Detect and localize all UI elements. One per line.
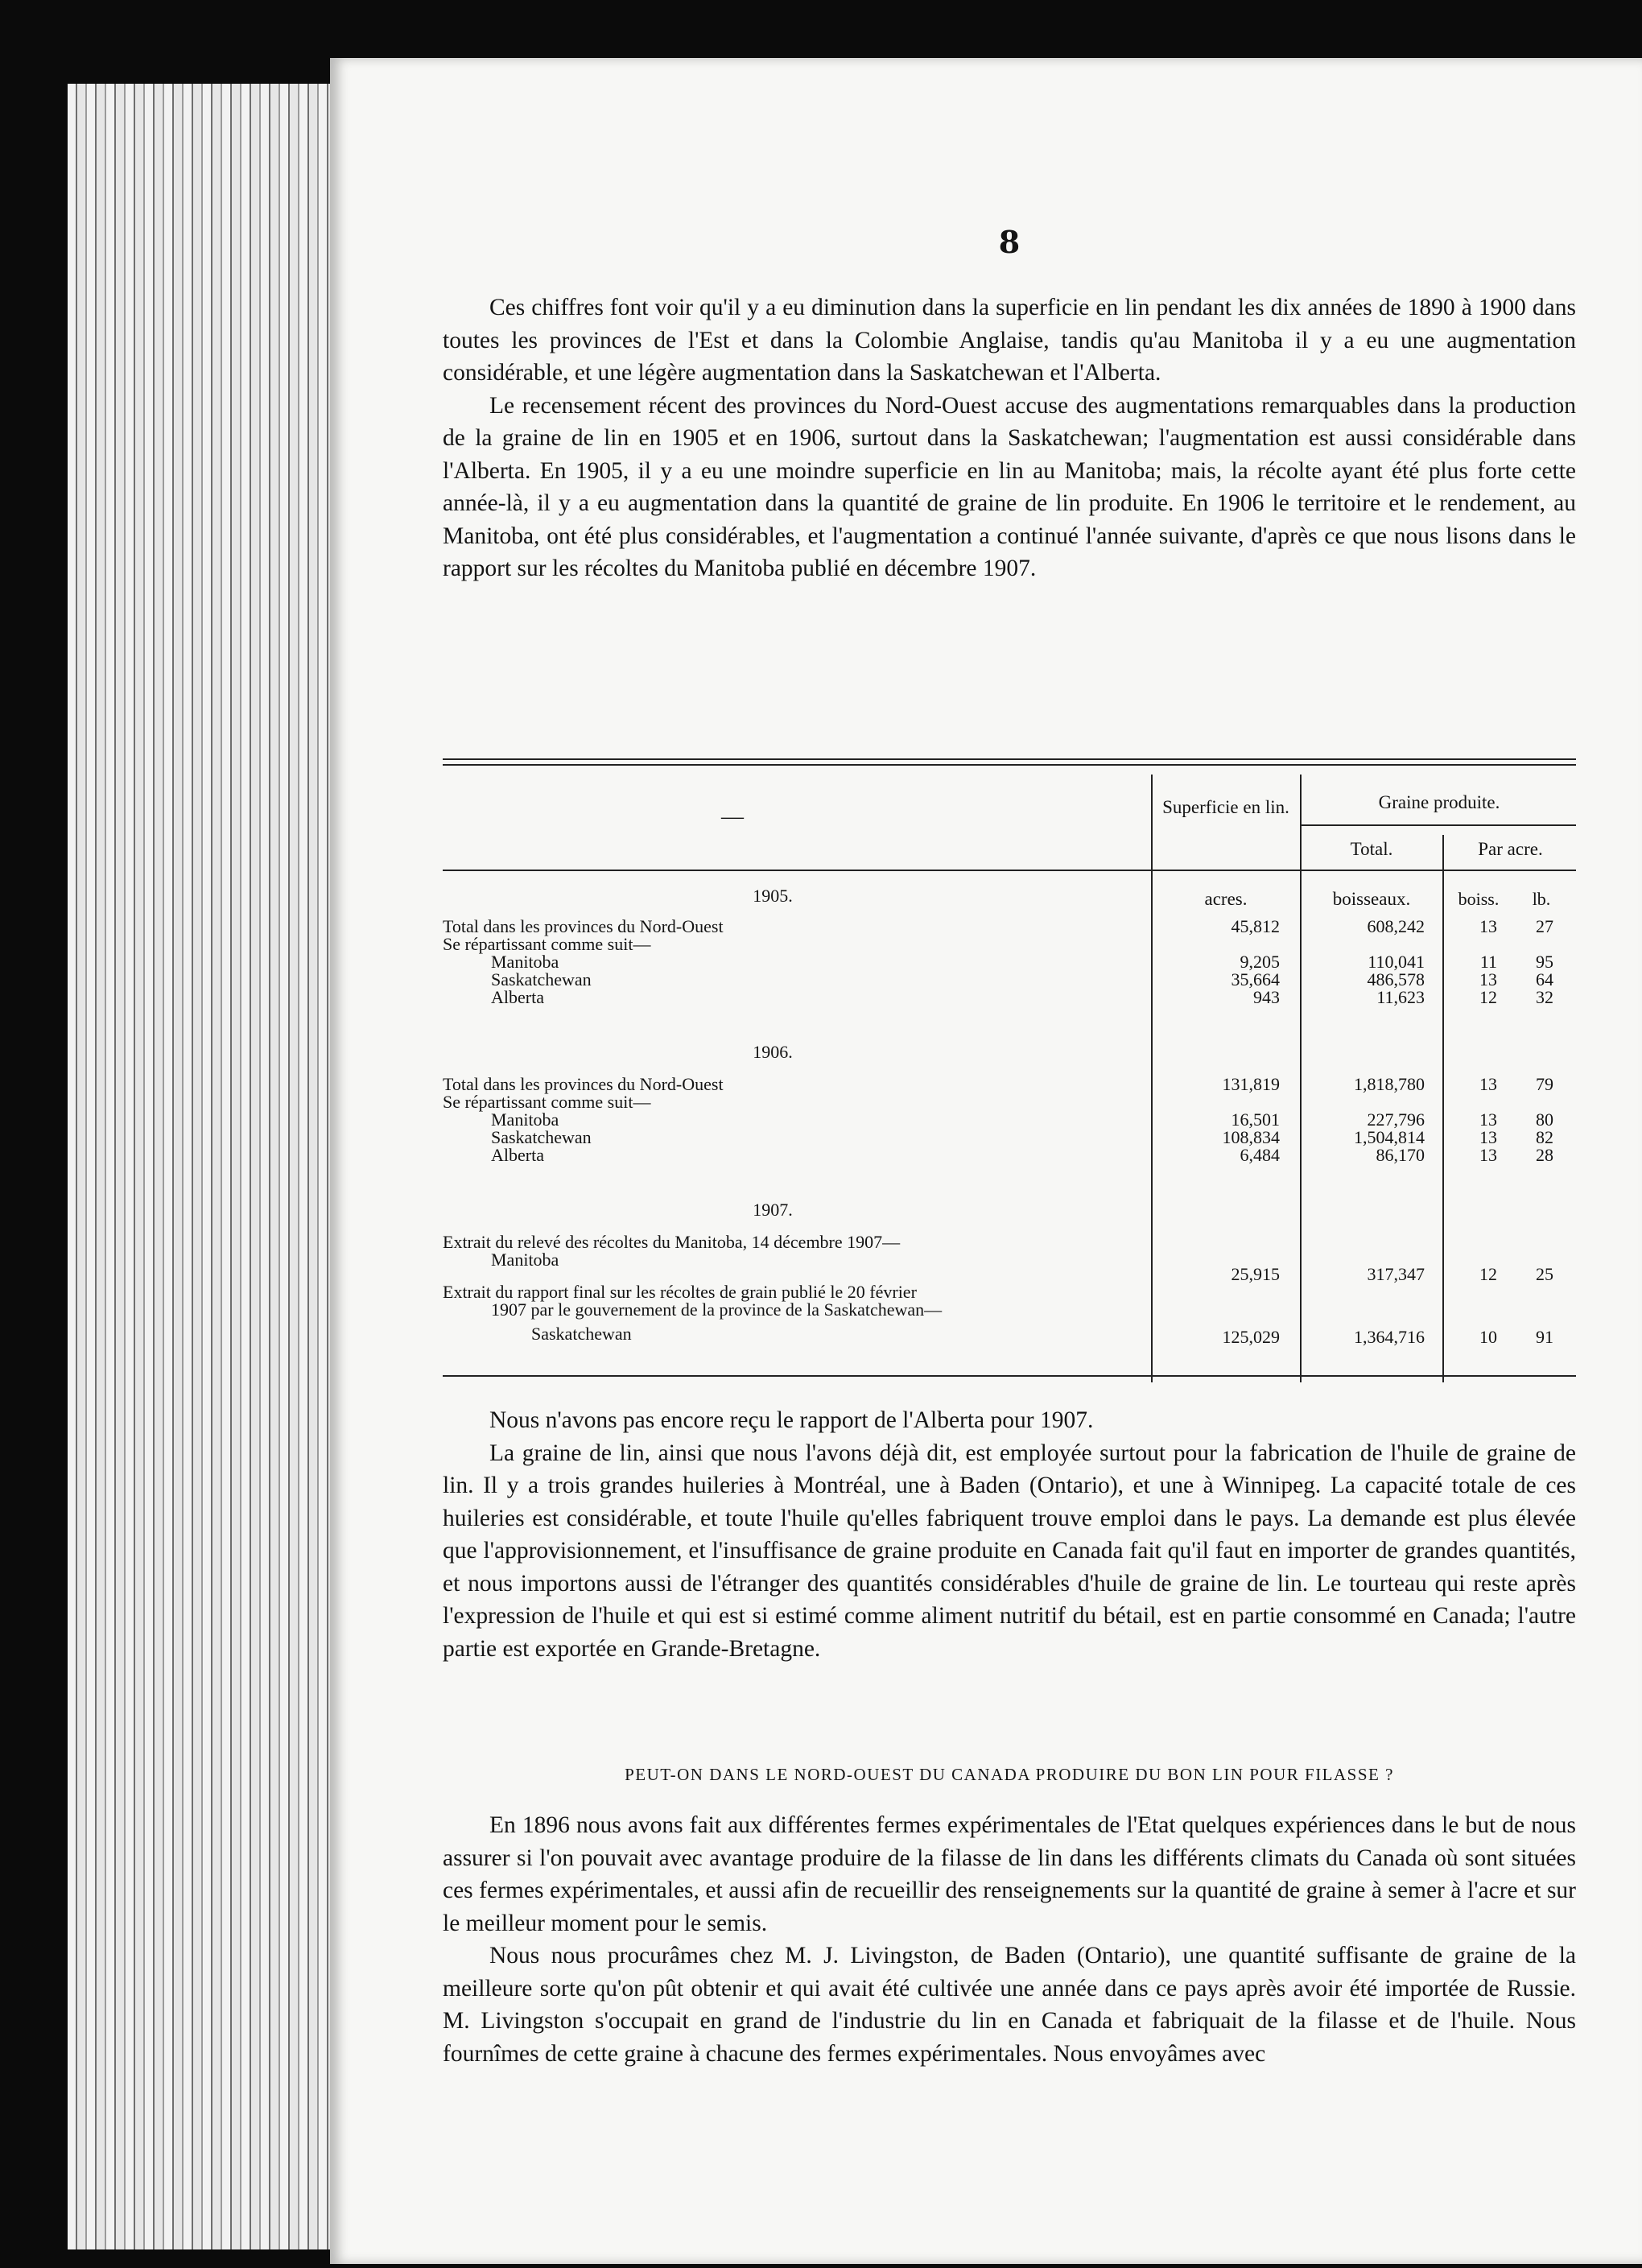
col-total-header: Total. — [1350, 839, 1393, 859]
table-row-label: Total dans les provinces du Nord-Ouest — [443, 916, 724, 936]
table-top-rule — [443, 758, 1576, 766]
cell-lb: 91 — [1536, 1327, 1553, 1347]
document-page — [330, 58, 1642, 2264]
cell-area: 9,205 — [1240, 952, 1280, 972]
cell-boiss: 13 — [1479, 916, 1497, 936]
column-divider — [1151, 775, 1153, 1382]
table-row-label: Saskatchewan — [491, 969, 592, 989]
cell-lb: 79 — [1536, 1074, 1553, 1094]
cell-area: 108,834 — [1222, 1127, 1280, 1147]
page-stack-edges — [68, 84, 333, 2249]
page-number: 8 — [998, 224, 1021, 260]
paragraph: Nous nous procurâmes chez M. J. Livingston, de Baden (Ontario), une quantité suffisante de graine de la meilleure sorte qu'on pût obtenir et qui avait été cultivée une année dans ce pays après avoir été importée de Russie. M. Livingston s'occupait en grand de l'industrie du lin en Canada et fabriquait de la filasse et de l'huile. Nous fournîmes de cette graine à chacune des fermes expérimentales. Nous envoyâmes avec — [443, 1943, 1576, 2067]
paragraph: Ces chiffres font voir qu'il y a eu diminution dans la superficie en lin pendant les dix années de 1890 à 1900 dans toutes les provinces de l'Est et dans la Colombie Anglaise, tandis qu'au Manitoba il y a eu une augmentation considérable, et une légère augmentation dans la Saskatchewan et l'Alberta. — [443, 295, 1576, 386]
col-area-header: Superficie en lin. — [1162, 797, 1289, 817]
unit-boiss: boiss. — [1458, 889, 1500, 909]
cell-boiss: 12 — [1479, 1264, 1497, 1284]
cell-area: 45,812 — [1231, 916, 1280, 936]
table-row-label: Se répartissant comme suit— — [443, 1092, 651, 1112]
stub-header: — — [721, 804, 744, 829]
cell-boiss: 13 — [1479, 1127, 1497, 1147]
cell-boiss: 10 — [1479, 1327, 1497, 1347]
cell-boiss: 13 — [1479, 1145, 1497, 1165]
cell-area: 943 — [1253, 987, 1280, 1007]
paragraph: En 1896 nous avons fait aux différentes fermes expérimentales de l'Etat quelques expériences dans le but de nous assurer si l'on pouvait avec avantage produire de la filasse de lin dans les différents climats du Canada où sont situées ces fermes expérimentales, et aussi afin de recueillir des renseignements sur la quantité de graine à semer à l'acre et sur le meilleur moment pour le semis. — [443, 1812, 1576, 1936]
cell-total: 486,578 — [1367, 969, 1425, 989]
year-label: 1905. — [753, 886, 793, 906]
table-row-label: Extrait du relevé des récoltes du Manitoba, 14 décembre 1907— — [443, 1232, 901, 1252]
cell-area: 35,664 — [1231, 969, 1280, 989]
column-divider — [1442, 835, 1444, 1382]
cell-lb: 25 — [1536, 1264, 1553, 1284]
table-row-label: 1907 par le gouvernement de la province de la Saskatchewan— — [491, 1299, 943, 1320]
cell-total: 110,041 — [1368, 952, 1425, 972]
cell-total: 317,347 — [1367, 1264, 1425, 1284]
cell-boiss: 13 — [1479, 1074, 1497, 1094]
cell-boiss: 13 — [1479, 969, 1497, 989]
table-row-label: Total dans les provinces du Nord-Ouest — [443, 1074, 724, 1094]
cell-boiss: 11 — [1479, 952, 1497, 972]
closing-text — [443, 1809, 1576, 2070]
paragraph: La graine de lin, ainsi que nous l'avons déjà dit, est employée surtout pour la fabrication de l'huile de graine de lin. Il y a trois grandes huileries à Montréal, une à Baden (Ontario), et une à Winnipeg. La capacité totale de ces huileries est considérable, et toute l'huile qu'elles fabriquent trouve emploi dans le pays. La demande est plus élevée que l'approvisionnement, et l'insuffisance de graine produite en Canada fait qu'il faut en importer de grandes quantités, et nous importons aussi de l'étranger des quantités considérables d'huile de graine de lin. Le tourteau qui reste après l'expression de l'huile et qui est si estimé comme aliment nutritif du bétail, est en partie consommé en Canada; l'autre partie est exportée en Grande-Bretagne. — [443, 1440, 1576, 1662]
cell-total: 1,504,814 — [1354, 1127, 1425, 1147]
table-row-label: Extrait du rapport final sur les récoltes de grain publié le 20 février — [443, 1282, 917, 1302]
cell-area: 25,915 — [1231, 1264, 1280, 1284]
paragraph: Le recensement récent des provinces du Nord-Ouest accuse des augmentations remarquables dans la production de la graine de lin en 1905 et en 1906, surtout dans la Saskatchewan; l'augmentation est aussi considérable dans l'Alberta. En 1905, il y a eu une moindre superficie en lin au Manitoba; mais, la récolte ayant été plus forte cette année-là, il y a eu augmentation dans la quantité de graine de lin produite. En 1906 le territoire et le rendement, au Manitoba, ont été plus considérables, et l'augmentation a continué l'année suivante, d'après ce que nous lisons dans le rapport sur les récoltes du Manitoba publié en décembre 1907. — [443, 392, 1576, 581]
cell-total: 86,170 — [1376, 1145, 1425, 1165]
table-row-label: Saskatchewan — [531, 1324, 632, 1344]
paragraph: Nous n'avons pas encore reçu le rapport de l'Alberta pour 1907. — [489, 1407, 1094, 1433]
cell-area: 125,029 — [1222, 1327, 1280, 1347]
unit-acres: acres. — [1204, 889, 1248, 909]
table-row-label: Manitoba — [491, 1109, 559, 1130]
column-divider — [1300, 775, 1302, 1382]
table-row-label: Se répartissant comme suit— — [443, 934, 651, 954]
cell-boiss: 13 — [1479, 1109, 1497, 1130]
cell-area: 6,484 — [1240, 1145, 1280, 1165]
cell-lb: 27 — [1536, 916, 1553, 936]
year-label: 1906. — [753, 1042, 793, 1062]
intro-text — [443, 291, 1576, 585]
year-label: 1907. — [753, 1200, 793, 1220]
cell-lb: 82 — [1536, 1127, 1553, 1147]
cell-boiss: 12 — [1479, 987, 1497, 1007]
middle-text — [443, 1404, 1576, 1665]
table-row-label: Manitoba — [491, 952, 559, 972]
cell-total: 608,242 — [1367, 916, 1425, 936]
table-row-label: Alberta — [491, 987, 544, 1007]
unit-bushels: boisseaux. — [1332, 889, 1411, 909]
col-per-acre-header: Par acre. — [1478, 839, 1543, 859]
cell-total: 227,796 — [1367, 1109, 1425, 1130]
cell-area: 131,819 — [1222, 1074, 1280, 1094]
col-grain-header: Graine produite. — [1378, 792, 1500, 812]
cell-lb: 80 — [1536, 1109, 1553, 1130]
table-bottom-rule — [443, 1375, 1576, 1377]
unit-lb: lb. — [1532, 889, 1551, 909]
header-rule — [1300, 824, 1576, 826]
cell-total: 11,623 — [1376, 987, 1425, 1007]
table-row-label: Saskatchewan — [491, 1127, 592, 1147]
cell-lb: 64 — [1536, 969, 1553, 989]
section-heading: PEUT-ON DANS LE NORD-OUEST DU CANADA PRODUIRE DU BON LIN POUR FILASSE ? — [625, 1765, 1394, 1784]
table-row-label: Alberta — [491, 1145, 544, 1165]
cell-total: 1,818,780 — [1354, 1074, 1425, 1094]
header-bottom-rule — [443, 870, 1576, 871]
cell-lb: 95 — [1536, 952, 1553, 972]
table-row-label: Manitoba — [491, 1250, 559, 1270]
cell-lb: 32 — [1536, 987, 1553, 1007]
cell-total: 1,364,716 — [1354, 1327, 1425, 1347]
cell-lb: 28 — [1536, 1145, 1553, 1165]
cell-area: 16,501 — [1231, 1109, 1280, 1130]
